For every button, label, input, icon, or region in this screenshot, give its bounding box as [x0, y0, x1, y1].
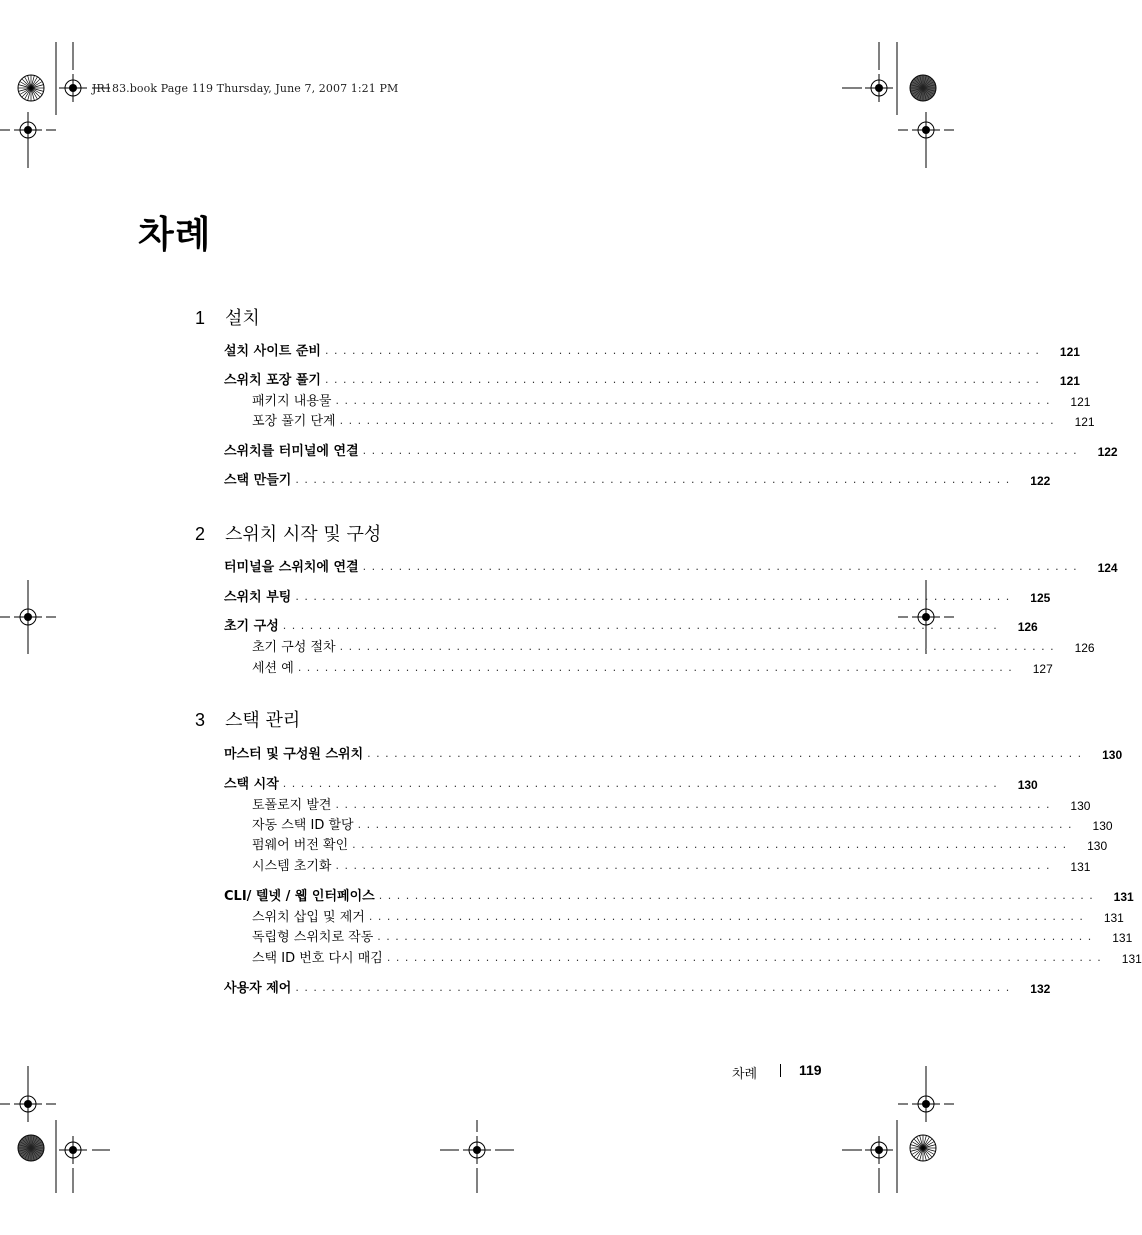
toc-entry-page: 122 [1097, 445, 1118, 459]
starburst-registration-icon [910, 1135, 936, 1161]
toc-entry-page: 130 [1070, 799, 1091, 813]
chapter-title: 설치 [225, 308, 260, 329]
dot-leader: . . . . . . . . . . . . . . . . . . . . . . . . . . . . . . . . . . . . . . . . . . . . . . . . . . . . . . . . . . . . . . . . . . . . . . . . . . . . . . . . [377, 930, 1093, 943]
toc-entry-label: 포장 풀기 단계 [252, 414, 336, 429]
dot-leader: . . . . . . . . . . . . . . . . . . . . . . . . . . . . . . . . . . . . . . . . . . . . . . . . . . . . . . . . . . . . . . . . . . . . . . . . . . . . . . . . [295, 473, 1011, 486]
page-title: 차례 [138, 213, 212, 256]
dot-leader: . . . . . . . . . . . . . . . . . . . . . . . . . . . . . . . . . . . . . . . . . . . . . . . . . . . . . . . . . . . . . . . . . . . . . . . . . . . . . . . . [339, 640, 1055, 653]
toc-subentry[interactable] [252, 856, 1091, 874]
footer-section-title: 차례 [732, 1067, 758, 1082]
dot-leader: . . . . . . . . . . . . . . . . . . . . . . . . . . . . . . . . . . . . . . . . . . . . . . . . . . . . . . . . . . . . . . . . . . . . . . . . . . . . . . . . [368, 910, 1084, 923]
toc-entry-page: 131 [1121, 952, 1142, 966]
dot-leader: . . . . . . . . . . . . . . . . . . . . . . . . . . . . . . . . . . . . . . . . . . . . . . . . . . . . . . . . . . . . . . . . . . . . . . . . . . . . . . . . [335, 798, 1051, 811]
footer-separator [780, 1064, 781, 1077]
toc-entry-label: 초기 구성 [224, 619, 279, 634]
toc-entry[interactable] [224, 587, 1051, 605]
registration-target-icon [865, 74, 893, 102]
dot-leader: . . . . . . . . . . . . . . . . . . . . . . . . . . . . . . . . . . . . . . . . . . . . . . . . . . . . . . . . . . . . . . . . . . . . . . . . . . . . . . . . [352, 838, 1068, 851]
toc-entry-page: 121 [1059, 345, 1080, 359]
toc-entry-page: 130 [1102, 748, 1123, 762]
toc-entry[interactable] [224, 978, 1051, 996]
toc-subentry[interactable] [252, 411, 1095, 429]
dot-leader: . . . . . . . . . . . . . . . . . . . . . . . . . . . . . . . . . . . . . . . . . . . . . . . . . . . . . . . . . . . . . . . . . . . . . . . . . . . . . . . . [295, 590, 1011, 603]
toc-entry[interactable] [224, 370, 1080, 388]
toc-entry-page: 130 [1017, 778, 1038, 792]
footer-page-number: 119 [799, 1062, 822, 1078]
starburst-registration-icon [18, 1135, 44, 1161]
toc-subentry[interactable] [252, 907, 1124, 925]
toc-entry-label: 패키지 내용물 [252, 394, 332, 409]
toc-entry-label: 시스템 초기화 [252, 859, 332, 874]
toc-entry-page: 121 [1074, 415, 1095, 429]
toc-subentry[interactable] [252, 637, 1095, 655]
chapter-number: 2 [195, 524, 206, 544]
toc-entry-page: 131 [1113, 890, 1134, 904]
toc-entry-page: 121 [1059, 374, 1080, 388]
dot-leader: . . . . . . . . . . . . . . . . . . . . . . . . . . . . . . . . . . . . . . . . . . . . . . . . . . . . . . . . . . . . . . . . . . . . . . . . . . . . . . . . [282, 777, 998, 790]
toc-entry[interactable] [224, 744, 1123, 762]
registration-target-icon [59, 1136, 87, 1164]
toc-entry-page: 121 [1070, 395, 1091, 409]
toc-entry-label: 스위치 부팅 [224, 590, 292, 605]
toc-entry-page: 122 [1030, 474, 1051, 488]
toc-entry-page: 126 [1017, 620, 1038, 634]
dot-leader: . . . . . . . . . . . . . . . . . . . . . . . . . . . . . . . . . . . . . . . . . . . . . . . . . . . . . . . . . . . . . . . . . . . . . . . . . . . . . . . . [357, 818, 1073, 831]
toc-subentry[interactable] [252, 835, 1108, 853]
chapter-number: 1 [195, 308, 206, 328]
dot-leader: . . . . . . . . . . . . . . . . . . . . . . . . . . . . . . . . . . . . . . . . . . . . . . . . . . . . . . . . . . . . . . . . . . . . . . . . . . . . . . . . [335, 394, 1051, 407]
dot-leader: . . . . . . . . . . . . . . . . . . . . . . . . . . . . . . . . . . . . . . . . . . . . . . . . . . . . . . . . . . . . . . . . . . . . . . . . . . . . . . . . [335, 859, 1051, 872]
chapter-heading [195, 708, 300, 733]
toc-entry[interactable] [224, 441, 1118, 459]
toc-subentry[interactable] [252, 815, 1113, 833]
toc-entry-page: 126 [1074, 641, 1095, 655]
dot-leader: . . . . . . . . . . . . . . . . . . . . . . . . . . . . . . . . . . . . . . . . . . . . . . . . . . . . . . . . . . . . . . . . . . . . . . . . . . . . . . . . [297, 661, 1013, 674]
toc-entry-label: CLI/ 텔넷 / 웹 인터페이스 [224, 889, 375, 904]
toc-entry-page: 124 [1097, 561, 1118, 575]
toc-subentry[interactable] [252, 927, 1133, 945]
dot-leader: . . . . . . . . . . . . . . . . . . . . . . . . . . . . . . . . . . . . . . . . . . . . . . . . . . . . . . . . . . . . . . . . . . . . . . . . . . . . . . . . [378, 889, 1094, 902]
toc-entry[interactable] [224, 470, 1051, 488]
chapter-title: 스택 관리 [225, 710, 301, 731]
toc-subentry[interactable] [252, 391, 1091, 409]
toc-entry-label: 사용자 제어 [224, 981, 292, 996]
toc-entry-page: 130 [1092, 819, 1113, 833]
toc-entry[interactable] [224, 616, 1038, 634]
toc-entry-label: 스택 시작 [224, 777, 279, 792]
chapter-heading [195, 306, 260, 331]
toc-entry-page: 131 [1112, 931, 1133, 945]
toc-entry-page: 132 [1030, 982, 1051, 996]
toc-subentry[interactable] [252, 795, 1091, 813]
toc-entry-label: 독립형 스위치로 작동 [252, 930, 374, 945]
dot-leader: . . . . . . . . . . . . . . . . . . . . . . . . . . . . . . . . . . . . . . . . . . . . . . . . . . . . . . . . . . . . . . . . . . . . . . . . . . . . . . . . [339, 414, 1055, 427]
toc-entry-page: 127 [1032, 662, 1053, 676]
toc-subentry[interactable] [252, 658, 1053, 676]
toc-entry[interactable] [224, 774, 1038, 792]
toc-entry-label: 스택 ID 번호 다시 매김 [252, 951, 383, 966]
toc-entry[interactable] [224, 886, 1134, 904]
dot-leader: . . . . . . . . . . . . . . . . . . . . . . . . . . . . . . . . . . . . . . . . . . . . . . . . . . . . . . . . . . . . . . . . . . . . . . . . . . . . . . . . [367, 747, 1083, 760]
registration-target-icon [59, 74, 87, 102]
toc-entry-label: 스택 만들기 [224, 473, 292, 488]
toc-entry[interactable] [224, 341, 1080, 359]
starburst-registration-icon [18, 75, 44, 101]
chapter-number: 3 [195, 710, 206, 730]
starburst-registration-icon [910, 75, 936, 101]
toc-entry-label: 스위치 삽입 및 제거 [252, 910, 365, 925]
toc-entry-label: 터미널을 스위치에 연결 [224, 560, 359, 575]
chapter-title: 스위치 시작 및 구성 [225, 524, 382, 545]
toc-entry-page: 130 [1087, 839, 1108, 853]
dot-leader: . . . . . . . . . . . . . . . . . . . . . . . . . . . . . . . . . . . . . . . . . . . . . . . . . . . . . . . . . . . . . . . . . . . . . . . . . . . . . . . . [324, 373, 1040, 386]
chapter-heading [195, 522, 381, 547]
toc-subentry[interactable] [252, 948, 1142, 966]
dot-leader: . . . . . . . . . . . . . . . . . . . . . . . . . . . . . . . . . . . . . . . . . . . . . . . . . . . . . . . . . . . . . . . . . . . . . . . . . . . . . . . . [386, 951, 1102, 964]
dot-leader: . . . . . . . . . . . . . . . . . . . . . . . . . . . . . . . . . . . . . . . . . . . . . . . . . . . . . . . . . . . . . . . . . . . . . . . . . . . . . . . . [362, 560, 1078, 573]
toc-entry-label: 스위치를 터미널에 연결 [224, 444, 359, 459]
toc-entry-label: 초기 구성 절차 [252, 640, 336, 655]
toc-entry-label: 펌웨어 버전 확인 [252, 838, 349, 853]
toc-entry-label: 마스터 및 구성원 스위치 [224, 747, 364, 762]
toc-entry-label: 설치 사이트 준비 [224, 344, 321, 359]
toc-entry-label: 자동 스택 ID 할당 [252, 818, 354, 833]
dot-leader: . . . . . . . . . . . . . . . . . . . . . . . . . . . . . . . . . . . . . . . . . . . . . . . . . . . . . . . . . . . . . . . . . . . . . . . . . . . . . . . . [324, 344, 1040, 357]
print-header: JR183.book Page 119 Thursday, June 7, 2007 1:21 PM [92, 82, 399, 95]
toc-entry[interactable] [224, 557, 1118, 575]
toc-entry-label: 스위치 포장 풀기 [224, 373, 321, 388]
toc-entry-label: 토폴로지 발견 [252, 798, 332, 813]
toc-entry-page: 125 [1030, 591, 1051, 605]
dot-leader: . . . . . . . . . . . . . . . . . . . . . . . . . . . . . . . . . . . . . . . . . . . . . . . . . . . . . . . . . . . . . . . . . . . . . . . . . . . . . . . . [295, 981, 1011, 994]
toc-entry-page: 131 [1103, 911, 1124, 925]
dot-leader: . . . . . . . . . . . . . . . . . . . . . . . . . . . . . . . . . . . . . . . . . . . . . . . . . . . . . . . . . . . . . . . . . . . . . . . . . . . . . . . . [282, 619, 998, 632]
toc-entry-label: 세션 예 [252, 661, 294, 676]
registration-target-icon [865, 1136, 893, 1164]
dot-leader: . . . . . . . . . . . . . . . . . . . . . . . . . . . . . . . . . . . . . . . . . . . . . . . . . . . . . . . . . . . . . . . . . . . . . . . . . . . . . . . . [362, 444, 1078, 457]
registration-target-icon [463, 1136, 491, 1164]
toc-entry-page: 131 [1070, 860, 1091, 874]
